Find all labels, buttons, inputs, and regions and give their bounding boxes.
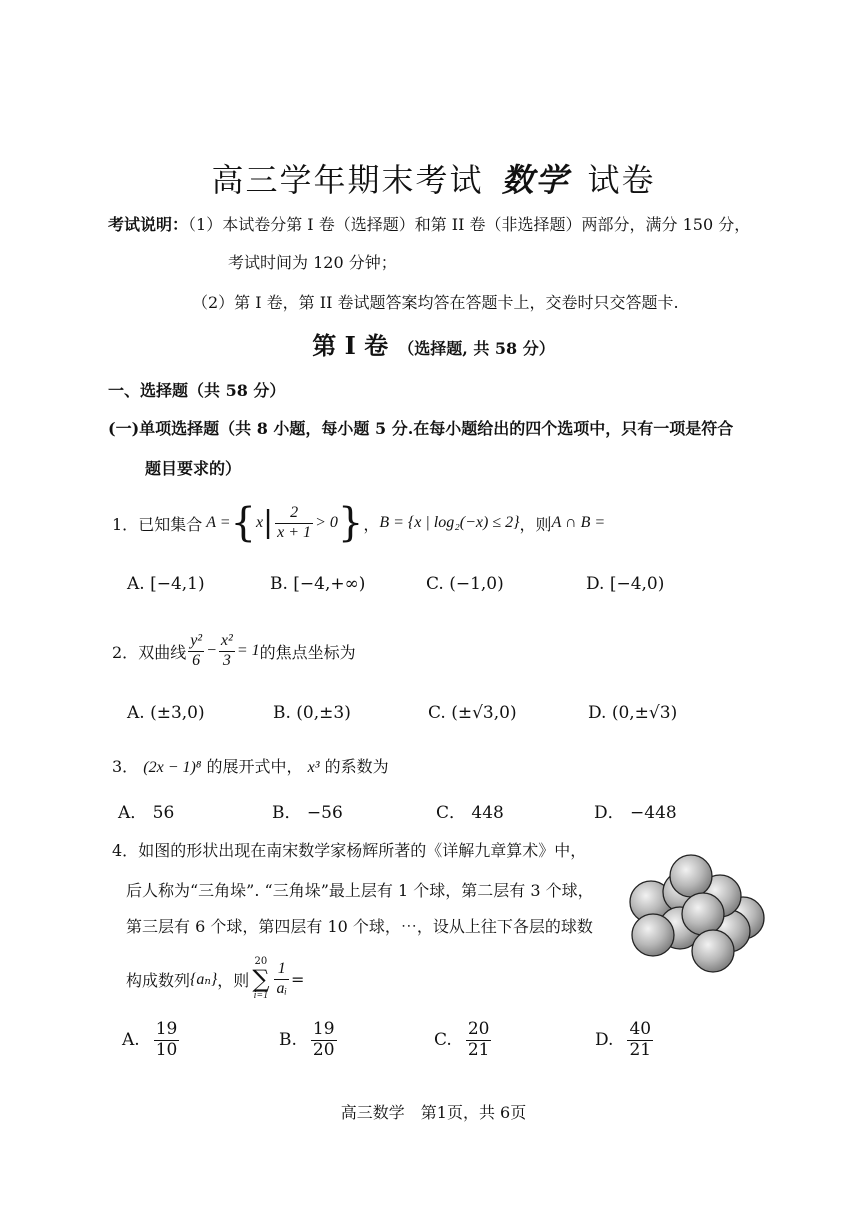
question-text: 已知集合 xyxy=(138,514,203,534)
set-a-var: x xyxy=(255,514,264,531)
sphere xyxy=(692,930,734,972)
question-ask: A ∩ B = xyxy=(551,514,606,531)
sum-symbol: ∑ xyxy=(252,965,270,993)
title-subject: 数学 xyxy=(501,161,570,199)
instructions-label: 考试说明： xyxy=(108,215,189,234)
equals-one: = 1 xyxy=(236,642,260,659)
section-title xyxy=(0,326,867,361)
instructions-item1: （1）本试卷分第 I 卷（选择题）和第 II 卷（非选择题）两部分，满分 150 分， xyxy=(188,215,751,234)
question-text-b: ，则 xyxy=(217,970,250,990)
question-text: 构成数列 xyxy=(126,970,191,990)
instructions-item2: （2）第 I 卷，第 II 卷试题答案均答在答题卡上，交卷时只交答题卡. xyxy=(192,293,679,312)
separator: ， xyxy=(363,514,380,534)
fraction-denominator: aᵢ xyxy=(276,979,287,997)
fraction-denominator: 21 xyxy=(467,1039,490,1060)
set-a-fraction xyxy=(275,504,313,542)
equals-sign: = xyxy=(290,969,305,989)
sphere xyxy=(632,914,674,956)
set-b: B = {x | log₂(−x) ≤ 2} xyxy=(379,514,520,531)
question-2 xyxy=(112,625,356,677)
left-brace: { xyxy=(230,500,256,546)
option-a: A. [−4,1) xyxy=(127,574,205,594)
option-a: A. (±3,0) xyxy=(127,703,205,723)
sum-fraction xyxy=(274,960,289,998)
question-number: 1． xyxy=(112,514,139,534)
instructions-item1-cont: 考试时间为 120 分钟； xyxy=(228,253,397,272)
option-c: C． 448 xyxy=(436,803,504,823)
stacked-spheres-figure xyxy=(625,852,770,976)
option-d xyxy=(595,1020,655,1060)
question-4-line2: 后人称为“三角垛”. “三角垛”最上层有 1 个球，第二层有 3 个球， xyxy=(126,881,594,900)
set-a-lhs: A = xyxy=(206,514,231,531)
option-c: C. (±√3,0) xyxy=(428,703,517,723)
question-number: 2． xyxy=(112,642,139,662)
fraction-denominator: x + 1 xyxy=(277,523,312,541)
fraction-numerator: 19 xyxy=(155,1019,178,1039)
sum-lower: i=1 xyxy=(253,990,269,1001)
section-title-main: 第 I 卷 xyxy=(312,331,389,360)
question-number: 3． xyxy=(112,757,139,776)
page-title xyxy=(0,155,867,201)
question-number: 4． xyxy=(112,841,139,860)
expression: (2x − 1)⁸ xyxy=(143,759,202,776)
option-d: D. (0,±√3) xyxy=(588,703,678,723)
question-1 xyxy=(112,498,605,548)
option-fraction xyxy=(627,1020,653,1060)
option-c xyxy=(434,1020,493,1060)
question-text-b: ，则 xyxy=(519,514,552,534)
subpart-heading-line1: (一)单项选择题（共 8 小题，每小题 5 分.在每小题给出的四个选项中，只有一项是符合 xyxy=(108,419,734,438)
summation xyxy=(252,957,269,1001)
sum-upper: 20 xyxy=(254,956,268,967)
subpart-heading-line2: 题目要求的） xyxy=(145,459,242,478)
instructions-line1 xyxy=(108,212,750,235)
part-heading: 一、选择题（共 58 分） xyxy=(108,381,286,400)
option-c: C. (−1,0) xyxy=(426,574,504,594)
minus-sign: − xyxy=(206,642,217,659)
option-d: D． −448 xyxy=(594,803,677,823)
option-label: A. xyxy=(122,1030,140,1051)
fraction-numerator: 20 xyxy=(467,1019,490,1039)
option-fraction xyxy=(466,1020,492,1060)
question-text-b: 的系数为 xyxy=(324,757,389,776)
option-a: A． 56 xyxy=(118,803,175,823)
option-fraction xyxy=(311,1020,337,1060)
fraction-y xyxy=(188,632,204,670)
fraction-denominator: 6 xyxy=(192,651,201,669)
fraction-denominator: 10 xyxy=(155,1039,178,1060)
title-prefix: 高三学年期末考试 xyxy=(211,161,484,199)
bar: | xyxy=(263,505,274,540)
fraction-numerator: y² xyxy=(188,632,204,651)
term: x³ xyxy=(307,759,320,776)
option-a xyxy=(122,1020,181,1060)
option-label: C. xyxy=(434,1030,452,1051)
option-label: B. xyxy=(279,1030,297,1051)
fraction-denominator: 20 xyxy=(312,1039,335,1060)
question-4-line4 xyxy=(126,950,304,1008)
fraction-numerator: 19 xyxy=(312,1019,335,1039)
question-4-line1 xyxy=(112,838,586,861)
fraction-x xyxy=(219,632,235,670)
question-text-b: 的焦点坐标为 xyxy=(259,642,356,662)
fraction-numerator: 2 xyxy=(275,504,313,523)
option-fraction xyxy=(154,1020,180,1060)
section-subtitle: （选择题, 共 58 分） xyxy=(398,339,555,358)
fraction-numerator: x² xyxy=(219,632,235,651)
fraction-numerator: 1 xyxy=(274,960,289,979)
sphere xyxy=(682,893,724,935)
option-d: D. [−4,0) xyxy=(586,574,665,594)
page-footer: 高三数学 第1页，共 6页 xyxy=(340,1103,527,1122)
option-b xyxy=(279,1020,339,1060)
fraction-denominator: 3 xyxy=(222,651,231,669)
option-b: B. (0,±3) xyxy=(273,703,351,723)
sequence: {aₙ} xyxy=(190,971,218,988)
question-text: 双曲线 xyxy=(138,642,187,662)
set-a-rhs: > 0 xyxy=(315,514,338,531)
question-text: 如图的形状出现在南宋数学家杨辉所著的《详解九章算术》中， xyxy=(138,841,587,860)
question-text: 的展开式中， xyxy=(206,757,303,776)
sphere xyxy=(670,855,712,897)
question-4-line3: 第三层有 6 个球，第四层有 10 个球，⋯，设从上往下各层的球数 xyxy=(126,917,593,936)
option-b: B. [−4,+∞) xyxy=(270,574,366,594)
question-3 xyxy=(112,754,389,777)
fraction-numerator: 40 xyxy=(629,1019,652,1039)
right-brace: } xyxy=(337,500,364,546)
option-b: B． −56 xyxy=(272,803,343,823)
title-suffix: 试卷 xyxy=(587,161,656,199)
option-label: D. xyxy=(595,1030,614,1051)
fraction-denominator: 21 xyxy=(629,1039,652,1060)
